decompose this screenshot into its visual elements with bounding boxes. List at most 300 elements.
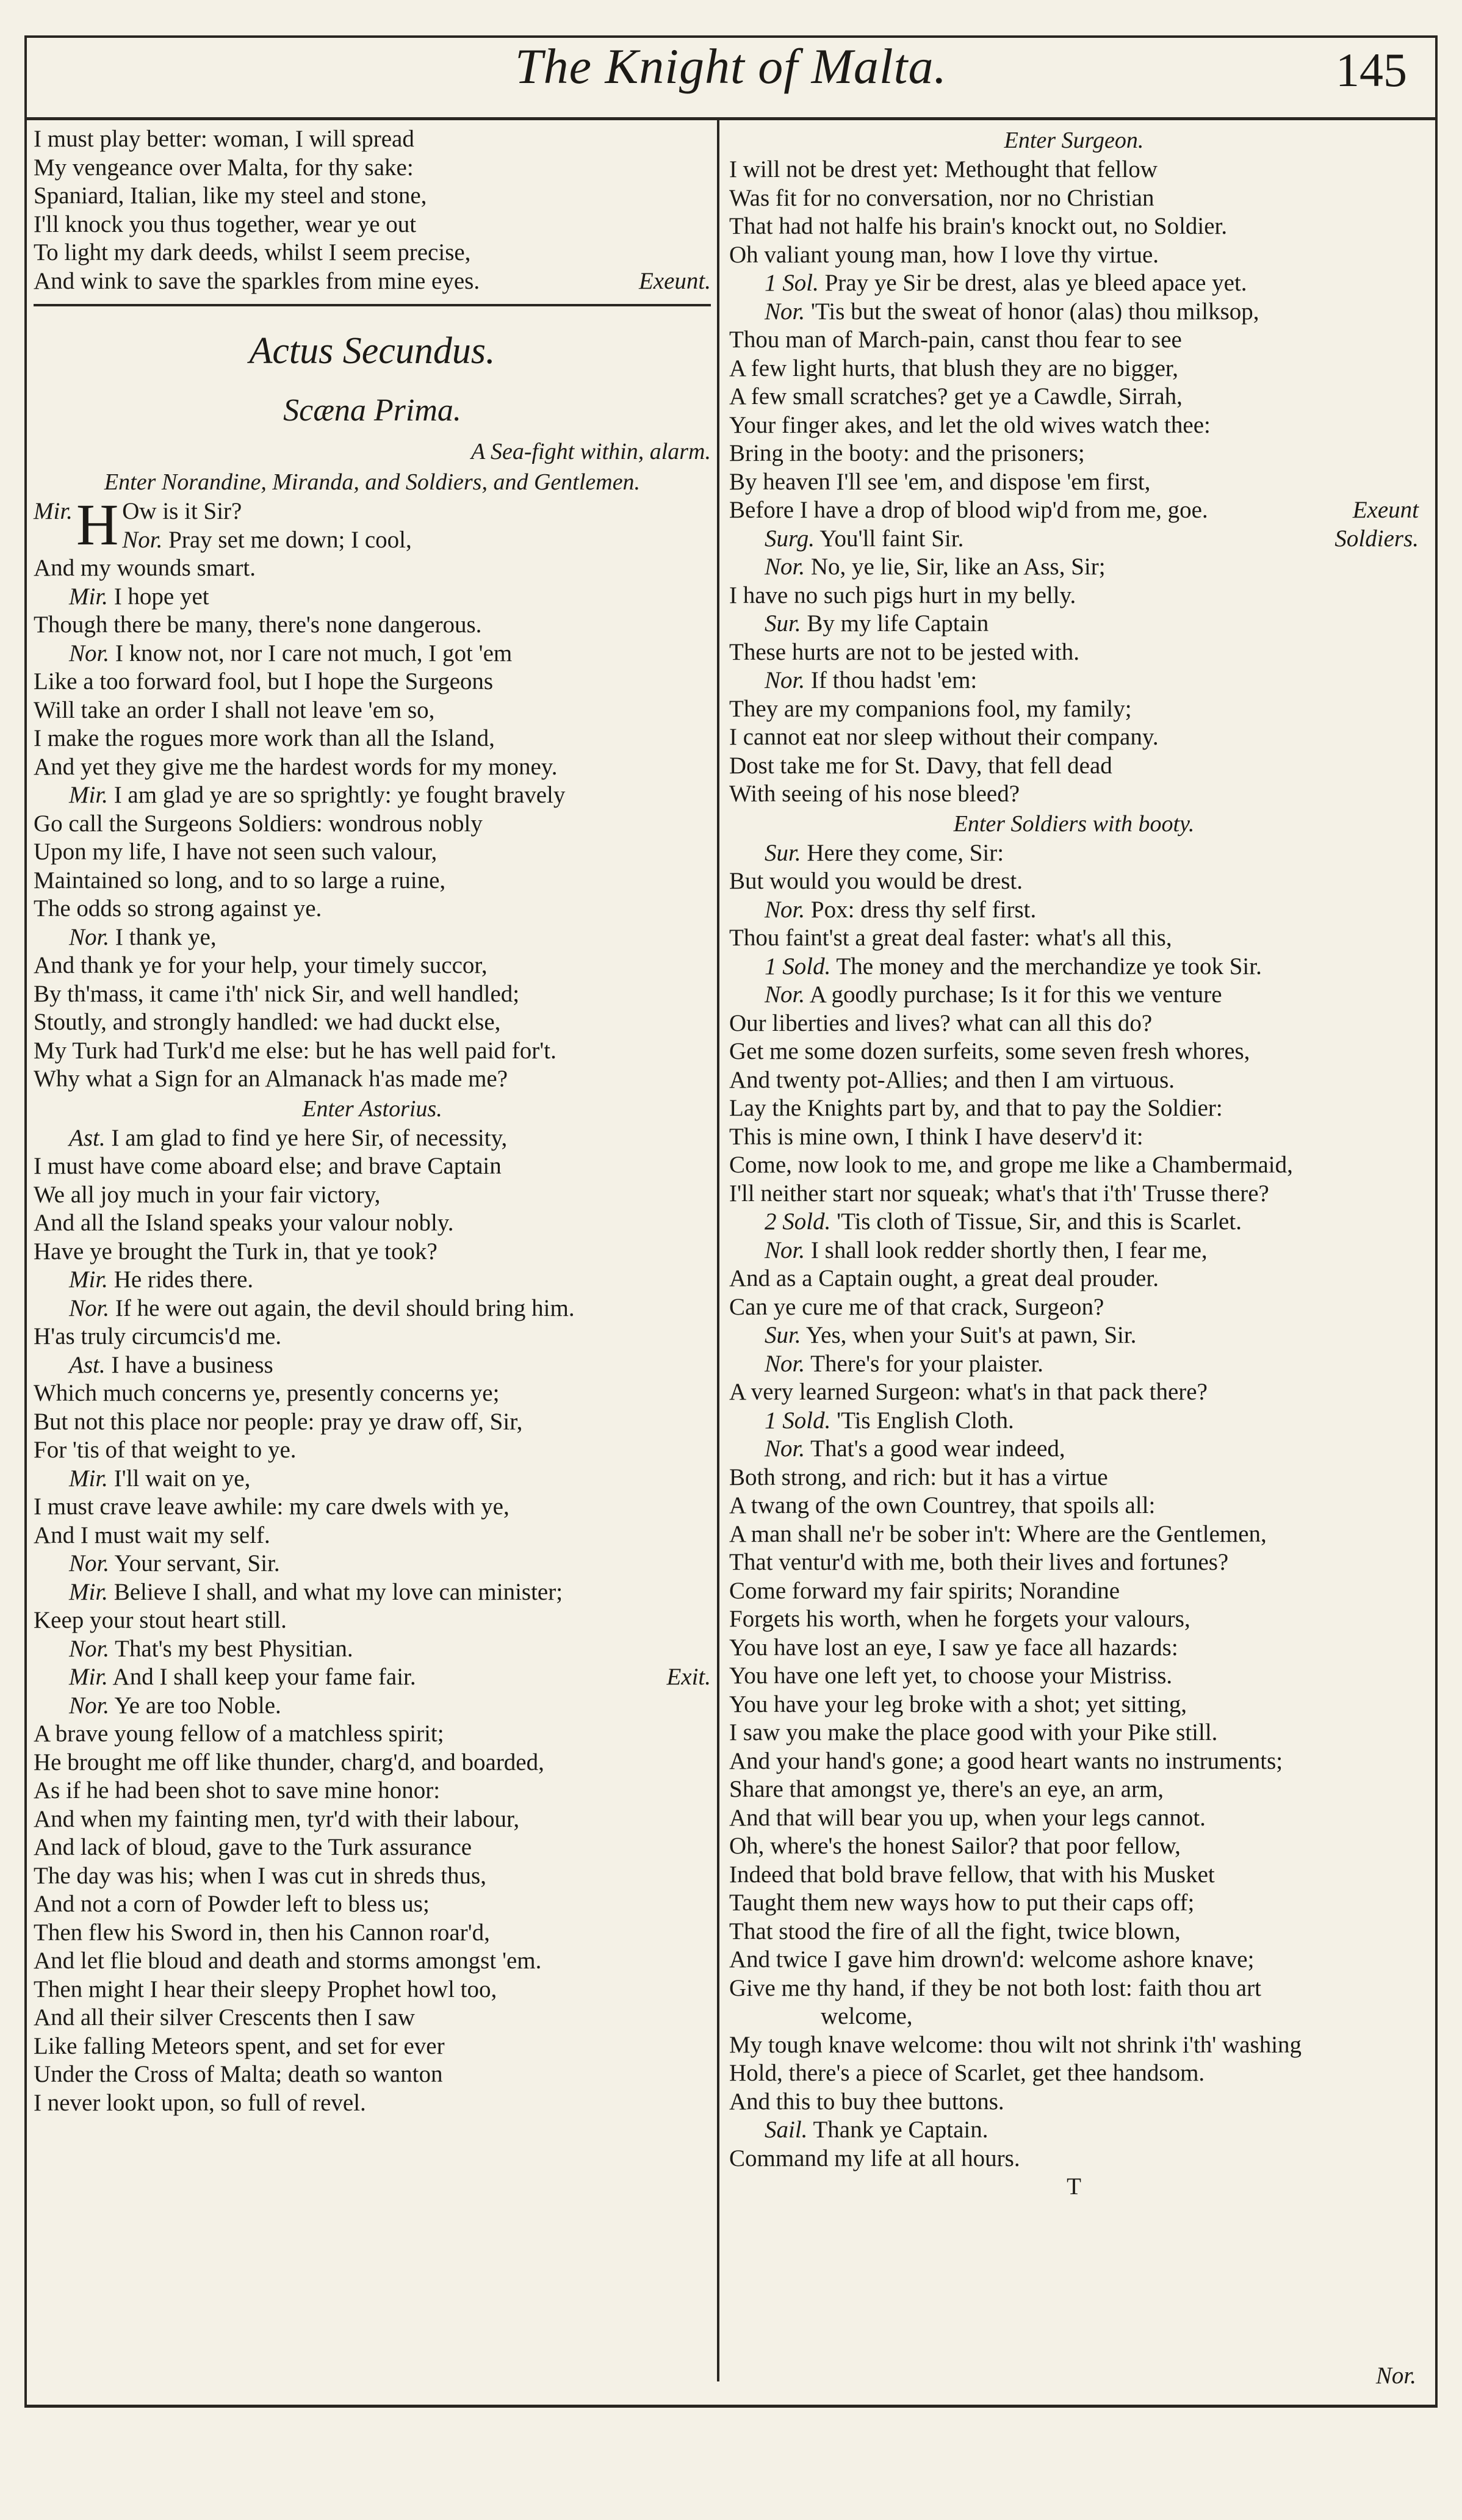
speaker-label: Nor. <box>122 526 163 553</box>
verse-line <box>34 211 711 239</box>
verse-line <box>729 1038 1419 1066</box>
speaker-label: Sur. <box>765 839 801 866</box>
line-text: Our liberties and lives? what can all this do? <box>729 1009 1153 1036</box>
verse-line <box>34 1436 711 1465</box>
speech-line <box>34 1692 711 1720</box>
speech-line <box>34 583 711 612</box>
verse-line <box>729 1265 1419 1293</box>
speaker-label: Nor. <box>69 1550 110 1576</box>
verse-line <box>34 1833 711 1862</box>
line-text: Go call the Surgeons Soldiers: wondrous nobly <box>34 810 483 837</box>
verse-line <box>729 355 1419 383</box>
verse-line <box>729 924 1419 953</box>
line-text: These hurts are not to be jested with. <box>729 638 1080 665</box>
right-border-rule <box>1435 35 1438 2406</box>
line-text: You have one left yet, to choose your Mistriss. <box>729 1663 1173 1689</box>
line-text: I'll knock you thus together, wear ye out <box>34 211 417 237</box>
speaker-label: Mir. <box>69 1266 108 1293</box>
line-text: And all the Island speaks your valour nobly. <box>34 1210 454 1236</box>
speech-line <box>34 1465 711 1493</box>
line-text: I know not, nor I care not much, I got 'em <box>115 640 513 666</box>
speech-line <box>729 1321 1419 1350</box>
exit-direction: Exeunt. <box>638 267 711 294</box>
line-text: Can ye cure me of that crack, Surgeon? <box>729 1293 1104 1320</box>
line-text: 'Tis English Cloth. <box>837 1407 1014 1434</box>
verse-line <box>34 838 711 867</box>
line-text: And my wounds smart. <box>34 555 256 581</box>
verse-line <box>729 2059 1419 2088</box>
speech-line <box>34 1635 711 1664</box>
verse-line <box>729 1861 1419 1890</box>
page-number: 145 <box>1336 43 1407 96</box>
verse-line <box>34 1008 711 1037</box>
catchword: Nor. <box>1375 2363 1416 2389</box>
verse-line <box>729 411 1419 440</box>
line-text: I'll wait on ye, <box>113 1465 251 1492</box>
verse-line <box>729 2002 1419 2031</box>
line-text: They are my companions fool, my family; <box>729 695 1132 722</box>
verse-line <box>729 1548 1419 1577</box>
line-text: Bring in the booty: and the prisoners; <box>729 440 1085 466</box>
line-text: I'll neither start nor squeak; what's that i'th' Trusse there? <box>729 1180 1269 1207</box>
verse-line <box>34 696 711 725</box>
verse-line <box>729 1151 1419 1180</box>
running-title: The Knight of Malta. <box>515 38 947 94</box>
line-text: Ow is it Sir? <box>122 498 242 524</box>
line-text: Come forward my fair spirits; Norandine <box>729 1577 1120 1604</box>
verse-line <box>34 1890 711 1919</box>
line-text: By my life Captain <box>807 610 989 637</box>
line-text: Yes, when your Suit's at pawn, Sir. <box>805 1322 1137 1348</box>
speech-line <box>729 1407 1419 1435</box>
speaker-label: Nor. <box>765 981 805 1008</box>
line-text: And I must wait my self. <box>34 1522 270 1548</box>
speech-line <box>34 1550 711 1578</box>
verse-line <box>34 154 711 182</box>
verse-line <box>34 2089 711 2118</box>
line-text: welcome, <box>821 2003 913 2029</box>
verse-line <box>729 1123 1419 1152</box>
verse-line <box>34 895 711 923</box>
line-text: He brought me off like thunder, charg'd, and boarded, <box>34 1749 544 1775</box>
verse-line <box>34 182 711 211</box>
exit-direction: Exit. <box>666 1664 711 1690</box>
verse-line <box>34 1777 711 1805</box>
verse-line <box>729 1378 1419 1407</box>
line-text: I cannot eat nor sleep without their company. <box>729 724 1159 750</box>
line-text: But not this place nor people: pray ye draw off, Sir, <box>34 1408 523 1435</box>
scene-heading: Scæna Prima. <box>283 393 461 428</box>
line-text: But would you would be drest. <box>729 868 1023 894</box>
line-text: I never lookt upon, so full of revel. <box>34 2089 366 2116</box>
line-text: And that will bear you up, when your legs cannot. <box>729 1804 1206 1831</box>
line-text: That had not halfe his brain's knockt out, no Soldier. <box>729 213 1228 239</box>
verse-line <box>34 1209 711 1238</box>
speaker-label: Nor. <box>765 1350 805 1377</box>
line-text: Come, now look to me, and grope me like a Chambermaid, <box>729 1152 1293 1178</box>
line-text: The odds so strong against ye. <box>34 895 322 922</box>
speaker-label: 1 Sold. <box>765 1407 831 1434</box>
line-text: Give me thy hand, if they be not both lost: faith thou art <box>729 1974 1261 2001</box>
verse-line <box>729 156 1419 184</box>
speaker-label: Sur. <box>765 1322 801 1348</box>
line-text: Was fit for no conversation, nor no Christian <box>729 184 1154 211</box>
left-column <box>34 125 711 2117</box>
verse-line <box>729 439 1419 468</box>
line-text: Spaniard, Italian, like my steel and stone, <box>34 182 427 209</box>
verse-line <box>34 980 711 1009</box>
line-text: And thank ye for your help, your timely succor, <box>34 952 488 978</box>
line-text: A very learned Surgeon: what's in that pack there? <box>729 1379 1208 1405</box>
line-text: My tough knave welcome: thou wilt not shrink i'th' washing <box>729 2031 1302 2058</box>
line-text: I must play better: woman, I will spread <box>34 126 414 152</box>
line-text: If he were out again, the devil should bring him. <box>115 1294 575 1321</box>
verse-line <box>729 695 1419 724</box>
line-text: A goodly purchase; Is it for this we venture <box>809 981 1222 1008</box>
verse-line <box>34 724 711 753</box>
speech-line <box>729 1435 1419 1464</box>
line-text: Like a too forward fool, but I hope the Surgeons <box>34 668 494 695</box>
line-text: A few small scratches? get ye a Cawdle, Sirrah, <box>729 383 1183 410</box>
verse-line <box>729 1804 1419 1833</box>
verse-line <box>34 1862 711 1891</box>
stage-direction: Enter Soldiers with booty. <box>953 811 1195 837</box>
line-text: Dost take me for St. Davy, that fell dead <box>729 752 1112 779</box>
speech-line <box>34 1124 711 1153</box>
line-text: Thank ye Captain. <box>813 2117 988 2143</box>
speech-line <box>729 839 1419 868</box>
line-text: That's a good wear indeed, <box>810 1435 1065 1462</box>
line-text: Maintained so long, and to so large a ruine, <box>34 867 446 894</box>
verse-line <box>34 668 711 696</box>
speaker-label: Ast. <box>69 1351 106 1378</box>
line-text: Taught them new ways how to put their caps off; <box>729 1890 1195 1916</box>
speaker-label: Mir. <box>69 1578 108 1605</box>
line-text: Thou man of March-pain, canst thou fear to see <box>729 327 1182 353</box>
verse-line <box>34 1408 711 1437</box>
speaker-label: Nor. <box>69 1635 110 1662</box>
line-text: Forgets his worth, when he forgets your valours, <box>729 1606 1190 1632</box>
verse-line <box>34 2032 711 2061</box>
verse-line <box>729 1946 1419 1974</box>
verse-line <box>729 1009 1419 1038</box>
line-text: Pray ye Sir be drest, alas ye bleed apace yet. <box>824 270 1247 296</box>
verse-line <box>729 326 1419 355</box>
speaker-label: Nor. <box>765 554 805 580</box>
line-text: I have a business <box>111 1351 273 1378</box>
stage-direction: Enter Surgeon. <box>1004 128 1144 153</box>
line-text: Thou faint'st a great deal faster: what's all this, <box>729 925 1172 951</box>
line-text: And yet they give me the hardest words for my money. <box>34 753 558 780</box>
verse-line <box>729 752 1419 781</box>
line-text: Command my life at all hours. <box>729 2145 1020 2172</box>
line-text: Like falling Meteors spent, and set for ever <box>34 2032 445 2059</box>
line-text: I must have come aboard else; and brave Captain <box>34 1153 502 1179</box>
line-text: Upon my life, I have not seen such valour, <box>34 839 438 865</box>
line-text: I have no such pigs hurt in my belly. <box>729 582 1076 608</box>
verse-line <box>729 1464 1419 1492</box>
verse-line <box>729 1974 1419 2003</box>
line-text: Oh, where's the honest Sailor? that poor fellow, <box>729 1833 1181 1859</box>
verse-line <box>34 951 711 980</box>
line-text: And twice I gave him drown'd: welcome ashore knave; <box>729 1946 1255 1973</box>
verse-line <box>34 1152 711 1181</box>
verse-line <box>34 554 711 583</box>
line-text: For 'tis of that weight to ye. <box>34 1437 297 1463</box>
speech-line <box>729 953 1419 981</box>
verse-line <box>34 1379 711 1408</box>
intro-speech <box>34 125 711 295</box>
left-border-rule <box>24 35 27 2406</box>
line-text: I am glad to find ye here Sir, of necessity, <box>111 1124 508 1151</box>
verse-line <box>729 2031 1419 2060</box>
line-text: As if he had been shot to save mine honor: <box>34 1777 441 1803</box>
verse-line <box>729 212 1419 241</box>
verse-line <box>34 1919 711 1948</box>
line-text: Here they come, Sir: <box>807 839 1004 866</box>
column-divider <box>717 120 719 2381</box>
speaker-label: Mir. <box>69 583 108 610</box>
verse-line <box>729 582 1419 610</box>
speaker-label: 1 Sol. <box>765 270 819 296</box>
line-text: Indeed that bold brave fellow, that with his Musket <box>729 1861 1215 1888</box>
verse-line <box>34 1181 711 1210</box>
line-text: Under the Cross of Malta; death so wanton <box>34 2061 443 2087</box>
speaker-label: Mir. <box>34 498 73 524</box>
line-text: My Turk had Turk'd me else: but he has well paid for't. <box>34 1037 556 1064</box>
verse-line <box>34 125 711 154</box>
exit-direction: Soldiers. <box>1334 525 1419 552</box>
line-text: Keep your stout heart still. <box>34 1607 287 1633</box>
speaker-label: Surg. <box>765 525 815 552</box>
speech-line <box>729 2116 1419 2145</box>
left-dialogue <box>34 526 711 2118</box>
verse-line <box>729 2088 1419 2117</box>
verse-line <box>34 1323 711 1351</box>
header-rule <box>24 117 1438 120</box>
act-heading: Actus Secundus. <box>249 330 495 372</box>
line-text: With seeing of his nose bleed? <box>729 781 1020 807</box>
speech-line <box>34 923 711 952</box>
right-dialogue <box>729 125 1419 2173</box>
verse-line <box>34 1976 711 2004</box>
line-text: Pray set me down; I cool, <box>168 526 412 553</box>
verse-line <box>34 239 711 267</box>
line-text: The day was his; when I was cut in shreds thus, <box>34 1862 486 1889</box>
speaker-label: Ast. <box>69 1124 106 1151</box>
line-text: Have ye brought the Turk in, that ye took? <box>34 1238 438 1265</box>
speaker-label: Sail. <box>765 2117 808 2143</box>
line-text: The money and the merchandize ye took Sir. <box>836 953 1262 980</box>
line-text: Why what a Sign for an Almanack h'as made me? <box>34 1066 508 1092</box>
speaker-label: 2 Sold. <box>765 1208 831 1235</box>
verse-line <box>729 1662 1419 1691</box>
verse-line <box>34 1749 711 1777</box>
verse-line <box>34 1238 711 1266</box>
verse-line <box>729 780 1419 809</box>
verse-line <box>729 496 1419 525</box>
verse-line <box>729 1832 1419 1861</box>
act-divider-rule <box>34 304 711 306</box>
verse-line <box>729 1775 1419 1804</box>
verse-line <box>729 1293 1419 1322</box>
speech-line <box>34 1351 711 1380</box>
line-text: I must crave leave awhile: my care dwels with ye, <box>34 1493 510 1520</box>
line-text: By th'mass, it came i'th' nick Sir, and well handled; <box>34 980 520 1007</box>
speech-line <box>729 1350 1419 1379</box>
speech-line <box>729 298 1419 327</box>
verse-line <box>729 1634 1419 1663</box>
speech-line <box>729 553 1419 582</box>
line-text: Lay the Knights part by, and that to pay the Soldier: <box>729 1095 1223 1121</box>
verse-line <box>729 468 1419 497</box>
verse-line <box>729 1918 1419 1946</box>
line-text: I make the rogues more work than all the Island, <box>34 725 495 751</box>
exit-direction: Exeunt <box>1352 497 1419 523</box>
verse-line <box>729 867 1419 896</box>
line-text: H'as truly circumcis'd me. <box>34 1323 282 1349</box>
speaker-label: Nor. <box>765 298 805 325</box>
right-column <box>729 125 1419 2201</box>
verse-line <box>729 1605 1419 1634</box>
line-text: Get me some dozen surfeits, some seven fresh whores, <box>729 1038 1250 1064</box>
drop-capital: H <box>76 492 119 557</box>
line-text: If thou hadst 'em: <box>810 667 978 693</box>
verse-line <box>34 1037 711 1066</box>
line-text: Stoutly, and strongly handled: we had duckt else, <box>34 1009 501 1035</box>
verse-line <box>729 1747 1419 1776</box>
line-text: Will take an order I shall not leave 'em so, <box>34 696 435 723</box>
line-text: There's for your plaister. <box>810 1350 1043 1377</box>
verse-line <box>729 1520 1419 1549</box>
line-text: And I shall keep your fame fair. <box>112 1664 416 1690</box>
line-text: I thank ye, <box>115 923 217 950</box>
line-text: Then might I hear their sleepy Prophet howl too, <box>34 1976 497 2002</box>
speaker-label: 1 Sold. <box>765 953 831 980</box>
line-text: You have your leg broke with a shot; yet sitting, <box>729 1691 1187 1717</box>
line-text: Which much concerns ye, presently concerns ye; <box>34 1380 500 1406</box>
line-text: I will not be drest yet: Methought that fellow <box>729 156 1158 182</box>
speech-line <box>729 981 1419 1009</box>
bottom-border-rule <box>24 2405 1438 2408</box>
line-text: Though there be many, there's none dangerous. <box>34 612 482 638</box>
verse-line <box>729 1889 1419 1918</box>
line-text: He rides there. <box>113 1266 254 1293</box>
verse-line <box>729 638 1419 667</box>
speech-line <box>34 781 711 810</box>
verse-line <box>34 867 711 895</box>
verse-line <box>34 1493 711 1522</box>
line-text: A twang of the own Countrey, that spoils all: <box>729 1492 1156 1518</box>
line-text: 'Tis cloth of Tissue, Sir, and this is Scarlet. <box>837 1208 1242 1235</box>
verse-line <box>729 1066 1419 1095</box>
verse-line <box>34 2004 711 2032</box>
line-text: And as a Captain ought, a great deal prouder. <box>729 1265 1159 1291</box>
verse-line <box>729 1577 1419 1606</box>
line-text: Hold, there's a piece of Scarlet, get thee handsom. <box>729 2060 1205 2086</box>
line-text: A few light hurts, that blush they are no bigger, <box>729 355 1179 381</box>
verse-line <box>729 1094 1419 1123</box>
speaker-label: Nor. <box>69 1294 110 1321</box>
line-text: I saw you make the place good with your Pike still. <box>729 1719 1218 1746</box>
stage-direction-alarm: A Sea-fight within, alarm. <box>470 439 711 464</box>
line-text: Oh valiant young man, how I love thy virtue. <box>729 241 1159 268</box>
line-text: You'll faint Sir. <box>819 525 964 552</box>
line-text: No, ye lie, Sir, like an Ass, Sir; <box>810 554 1106 580</box>
line-text: You have lost an eye, I saw ye face all hazards: <box>729 1634 1178 1661</box>
line-text: Pox: dress thy self first. <box>810 896 1037 923</box>
line-text: To light my dark deeds, whilst I seem precise, <box>34 239 471 265</box>
verse-line <box>34 1065 711 1094</box>
verse-line <box>729 2145 1419 2173</box>
line-text: Believe I shall, and what my love can minister; <box>113 1578 563 1605</box>
verse-line <box>34 1522 711 1550</box>
verse-line <box>34 1805 711 1834</box>
line-text: That stood the fire of all the fight, twice blown, <box>729 1918 1181 1944</box>
line-text: By heaven I'll see 'em, and dispose 'em first, <box>729 468 1151 495</box>
signature-mark: T <box>1067 2173 1081 2200</box>
speaker-label: Nor. <box>765 1435 805 1462</box>
line-text: A brave young fellow of a matchless spirit; <box>34 1720 444 1747</box>
verse-line <box>729 1691 1419 1719</box>
speech-line <box>34 1266 711 1294</box>
speech-line <box>34 1578 711 1607</box>
line-text: And this to buy thee buttons. <box>729 2088 1004 2115</box>
speech-line <box>729 896 1419 925</box>
verse-line <box>34 753 711 782</box>
speech-line <box>34 1294 711 1323</box>
verse-line <box>729 241 1419 270</box>
stage-direction-enter: Enter Norandine, Miranda, and Soldiers, and Gentlemen. <box>104 469 641 495</box>
verse-line <box>729 723 1419 752</box>
line-text: I hope yet <box>113 583 209 610</box>
speaker-label: Nor. <box>765 667 805 693</box>
speech-line <box>729 525 1419 554</box>
verse-line <box>34 267 711 296</box>
verse-line <box>729 1180 1419 1208</box>
speaker-label: Nor. <box>69 640 110 666</box>
verse-line <box>34 2060 711 2089</box>
speech-line <box>729 1208 1419 1237</box>
line-text: And wink to save the sparkles from mine eyes. <box>34 267 480 294</box>
verse-line <box>729 1492 1419 1520</box>
speech-line <box>34 1663 711 1692</box>
line-text: This is mine own, I think I have deserv'd it: <box>729 1123 1143 1150</box>
verse-line <box>34 1720 711 1749</box>
line-text: And your hand's gone; a good heart wants no instruments; <box>729 1747 1283 1774</box>
verse-line <box>729 1719 1419 1747</box>
speaker-label: Nor. <box>69 1692 110 1719</box>
verse-line <box>729 184 1419 213</box>
line-text: And lack of bloud, gave to the Turk assurance <box>34 1834 472 1860</box>
line-text: Your servant, Sir. <box>114 1550 280 1576</box>
line-text: That ventur'd with me, both their lives and fortunes? <box>729 1549 1229 1575</box>
speaker-label: Mir. <box>69 1465 108 1492</box>
speaker-label: Nor. <box>765 1237 805 1263</box>
speaker-label: Mir. <box>69 782 108 808</box>
line-text: 'Tis but the sweat of honor (alas) thou milksop, <box>810 298 1259 325</box>
speaker-label: Nor. <box>69 923 110 950</box>
verse-line <box>34 1947 711 1976</box>
line-text: Both strong, and rich: but it has a virtue <box>729 1464 1108 1490</box>
speech-line <box>729 610 1419 638</box>
speaker-label: Mir. <box>69 1664 108 1690</box>
line-text: Then flew his Sword in, then his Cannon roar'd, <box>34 1919 490 1946</box>
line-text: That's my best Physitian. <box>115 1635 353 1662</box>
line-text: Your finger akes, and let the old wives watch thee: <box>729 411 1211 438</box>
line-text: And all their silver Crescents then I saw <box>34 2004 415 2031</box>
stage-direction: Enter Astorius. <box>302 1096 442 1122</box>
